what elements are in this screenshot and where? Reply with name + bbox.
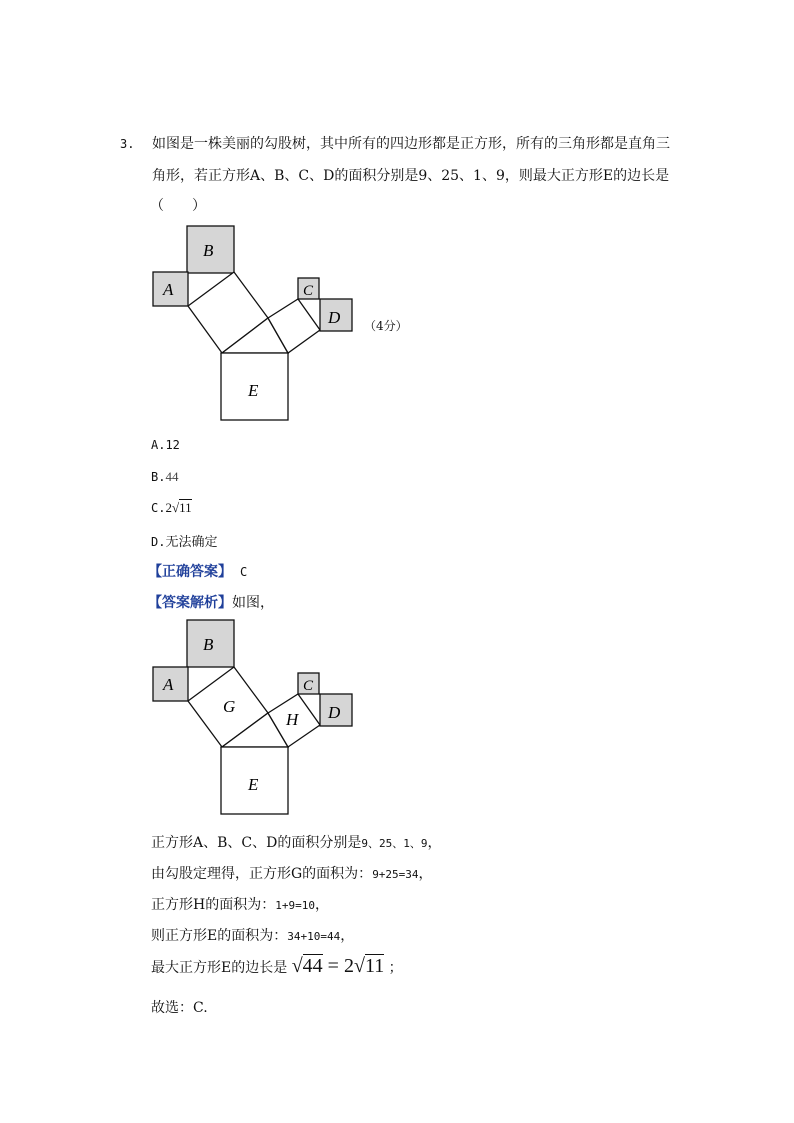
label-b: B [203,241,214,260]
label-a: A [163,280,174,299]
question-line-3: （ ） [150,198,206,214]
solution-line-6: 故选：C. [151,1000,208,1016]
label-d: D [328,308,341,327]
question-line-2: 角形，若正方形A、B、C、D的面积分别是9、25、1、9，则最大正方形E的边长是 [152,168,670,184]
label-c: C [303,283,314,299]
solution-line-2: 由勾股定理得，正方形G的面积为：9+25=34， [151,866,433,882]
correct-answer: 【正确答案】 C [148,564,248,580]
label-b: B [203,635,214,654]
solution-line-3: 正方形H的面积为：1+9=10， [151,897,329,913]
label-a: A [163,675,174,694]
question-number: 3. [120,137,135,151]
option-d: D.无法确定 [151,535,218,550]
label-d: D [328,703,341,722]
question-line-1: 如图是一株美丽的勾股树，其中所有的四边形都是正方形，所有的三角形都是直角三 [152,136,670,152]
sqrt-expression: √44 = 2√11 [291,955,385,977]
label-g: G [223,697,236,716]
sqrt-symbol: √ [171,500,180,515]
solution-line-4: 则正方形E的面积为：34+10=44， [151,928,355,944]
pythagoras-tree-figure [150,224,360,424]
label-h: H [286,710,299,729]
label-e: E [248,775,259,794]
option-b: B.44 [151,469,179,484]
analysis-header: 【答案解析】如图， [148,595,274,611]
label-c: C [303,678,314,694]
option-c: C.2√11 [151,500,192,515]
solution-line-1: 正方形A、B、C、D的面积分别是9、25、1、9， [151,835,442,851]
solution-line-5: 最大正方形E的边长是 √44 = 2√11 ； [151,955,403,977]
score: （4分） [364,319,408,333]
pythagoras-tree-labeled-figure [150,618,360,818]
option-a: A.12 [151,438,180,452]
label-e: E [248,381,259,400]
